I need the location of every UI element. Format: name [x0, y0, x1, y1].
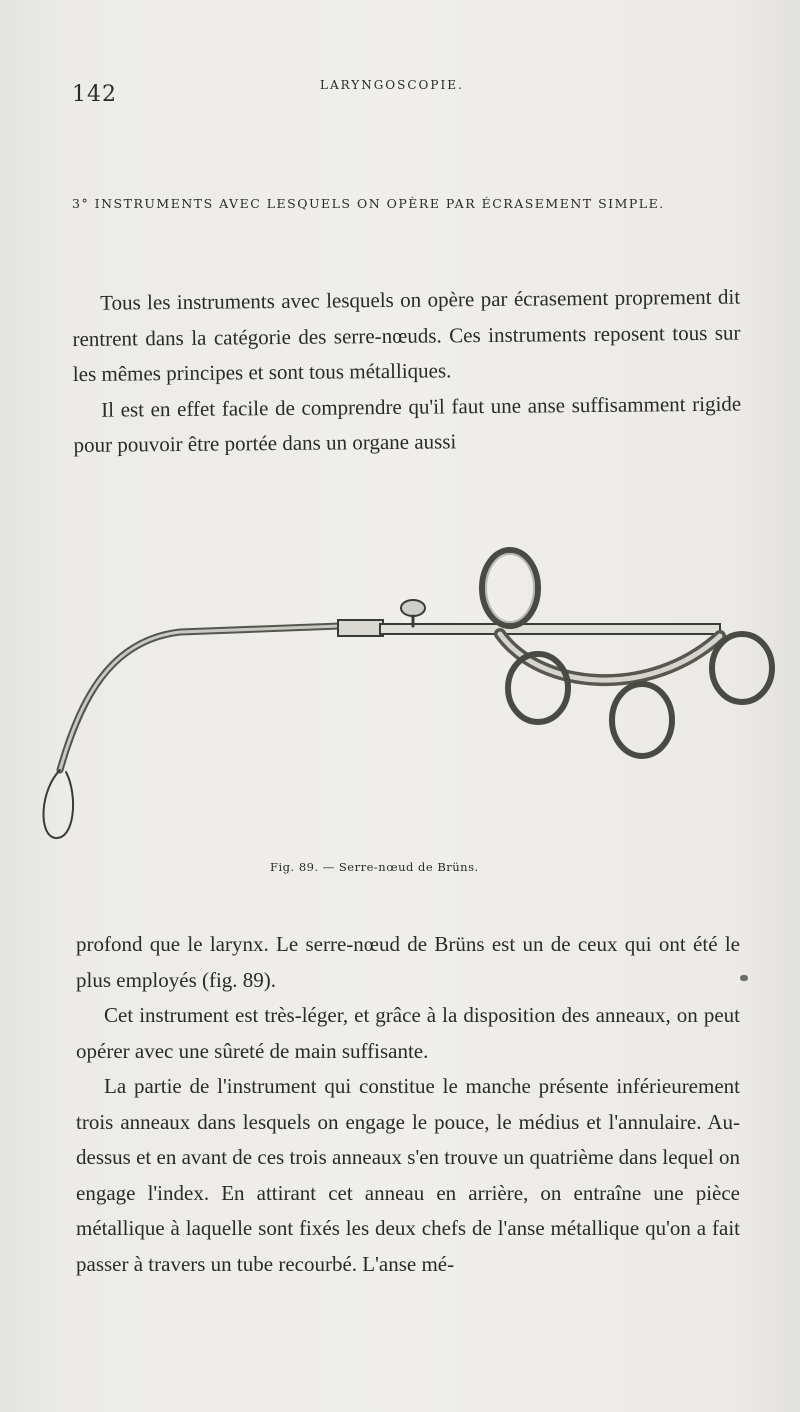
- body-text-bottom: [76, 927, 740, 1282]
- page-number: 142: [72, 82, 117, 107]
- running-title: LARYNGOSCOPIE.: [320, 78, 464, 92]
- paragraph: Cet instrument est très-léger, et grâce à la disposition des anneaux, on peut opérer avec une sûreté de main suffisante.: [76, 1003, 740, 1063]
- paragraph: La partie de l'instrument qui constitue le manche présente inférieurement trois anneaux dans lesquels on engage le pouce, le médius et l'annulaire. Au-dessus et en avant de ces trois anneaux s'en trouve un quatrième dans lequel on engage l'index. En attirant cet anneau en arrière, on entraîne une pièce métallique à laquelle sont fixés les deux chefs de l'anse métallique qu'on a fait passer à travers un tube recourbé. L'anse mé-: [76, 1074, 740, 1276]
- paragraph: profond que le larynx. Le serre-nœud de Brüns est un de ceux qui ont été le plus employés (fig. 89).: [76, 932, 740, 992]
- figure-caption: Fig. 89. — Serre-nœud de Brüns.: [270, 860, 479, 874]
- paragraph: Tous les instruments avec lesquels on opère par écrasement proprement dit rentrent dans la catégorie des serre-nœuds. Ces instruments reposent tous sur les mêmes principes et sont tous métalliques.: [72, 284, 741, 386]
- figure-serre-noeud: [30, 540, 790, 850]
- body-text-top: [72, 280, 742, 464]
- ink-smudge: [740, 975, 748, 981]
- paragraph: Il est en effet facile de comprendre qu'il faut une anse suffisamment rigide pour pouvoir être portée dans un organe aussi: [73, 391, 742, 457]
- section-heading: 3° INSTRUMENTS AVEC LESQUELS ON OPÈRE PAR ÉCRASEMENT SIMPLE.: [72, 196, 665, 211]
- serre-noeud-instrument-illustration: [30, 540, 790, 850]
